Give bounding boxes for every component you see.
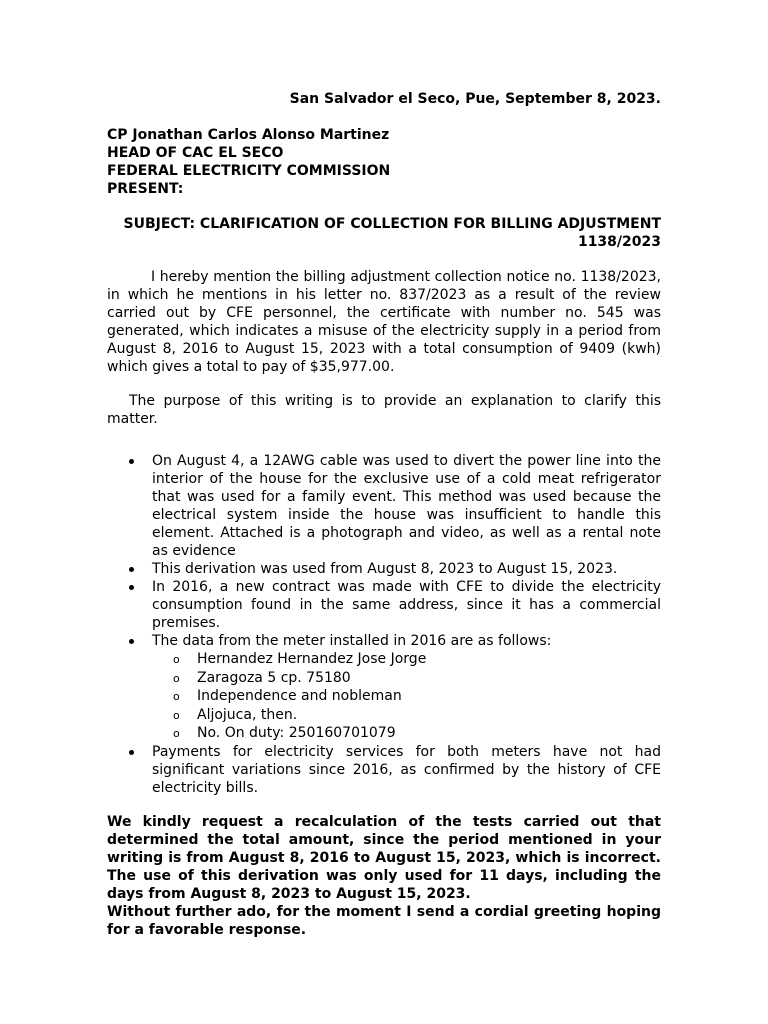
- request-paragraph: We kindly request a recalculation of the tests carried out that determined the total amount, since the period mentioned in your writing is from August 8, 2016 to August 15, 2023, which is incorrect. The use of this derivation was only used for 11 days, including the days from August 8, 2023 to August 15, 2023.: [107, 813, 661, 902]
- recipient-block: [107, 126, 661, 198]
- bullet-icon: [129, 567, 134, 572]
- letter-page: [107, 90, 661, 939]
- recipient-position: HEAD OF CAC EL SECO: [107, 145, 284, 161]
- circle-bullet-icon: o: [173, 690, 180, 703]
- bullet-icon: [129, 639, 134, 644]
- bullet-icon: [129, 750, 134, 755]
- intro-paragraph: I hereby mention the billing adjustment collection notice no. 1138/2023, in which he mentions in his letter no. 837/2023 as a result of the review carried out by CFE personnel, the certificate with number no. 545 was generated, which indicates a misuse of the electricity supply in a period from August 8, 2016 to August 15, 2023 with a total consumption of 9409 (kwh) which gives a total to pay of $35,977.00.: [107, 269, 661, 375]
- list-item: [107, 632, 661, 743]
- explanation-list: [107, 452, 661, 797]
- meter-data-list: [152, 650, 661, 743]
- list-item-text: On August 4, a 12AWG cable was used to divert the power line into the interior of the house for the exclusive use of a cold meat refrigerator that was used for a family event. This method was used because the electrical system inside the house was insufficient to handle this element. Attached is a photograph and video, as well as a rental note as evidence: [152, 453, 661, 559]
- sub-list-item: [152, 687, 661, 706]
- bullet-icon: [129, 459, 134, 464]
- sub-list-item: [152, 706, 661, 725]
- circle-bullet-icon: o: [173, 653, 180, 666]
- date-line: San Salvador el Seco, Pue, September 8, 2023.: [289, 91, 661, 107]
- list-item-text: The data from the meter installed in 2016 are as follows:: [152, 633, 552, 649]
- list-item: [107, 560, 661, 578]
- subject-line-1: SUBJECT: CLARIFICATION OF COLLECTION FOR BILLING ADJUSTMENT: [123, 216, 661, 232]
- list-item: [107, 743, 661, 797]
- farewell-paragraph: Without further ado, for the moment I send a cordial greeting hoping for a favorable response.: [107, 903, 661, 938]
- sub-list-item: [152, 650, 661, 669]
- circle-bullet-icon: o: [173, 671, 180, 685]
- closing-block: [107, 813, 661, 939]
- list-item-text: This derivation was used from August 8, 2023 to August 15, 2023.: [152, 561, 618, 577]
- circle-bullet-icon: o: [173, 708, 180, 722]
- circle-bullet-icon: o: [173, 727, 180, 740]
- sub-list-item: [152, 669, 661, 688]
- purpose-paragraph: The purpose of this writing is to provide an explanation to clarify this matter.: [107, 393, 661, 427]
- recipient-organization: FEDERAL ELECTRICITY COMMISSION: [107, 163, 391, 179]
- list-item-text: In 2016, a new contract was made with CFE to divide the electricity consumption found in the same address, since it has a commercial premises.: [152, 579, 661, 631]
- sub-list-item-text: Hernandez Hernandez Jose Jorge: [197, 651, 427, 667]
- sub-list-item-text: No. On duty: 250160701079: [197, 725, 396, 741]
- sub-list-item: [152, 724, 661, 743]
- sub-list-item-text: Aljojuca, then.: [197, 706, 298, 723]
- subject-block: [107, 215, 661, 251]
- sub-list-item-text: Zaragoza 5 cp. 75180: [197, 669, 351, 686]
- list-item: [107, 578, 661, 632]
- list-item-text: Payments for electricity services for both meters have not had significant variations since 2016, as confirmed by the history of CFE electricity bills.: [152, 743, 661, 796]
- sub-list-item-text: Independence and nobleman: [197, 688, 402, 704]
- list-item: [107, 452, 661, 560]
- recipient-name: CP Jonathan Carlos Alonso Martinez: [107, 127, 390, 143]
- recipient-present: PRESENT:: [107, 181, 184, 197]
- bullet-icon: [129, 585, 134, 590]
- subject-line-2: 1138/2023: [577, 234, 661, 250]
